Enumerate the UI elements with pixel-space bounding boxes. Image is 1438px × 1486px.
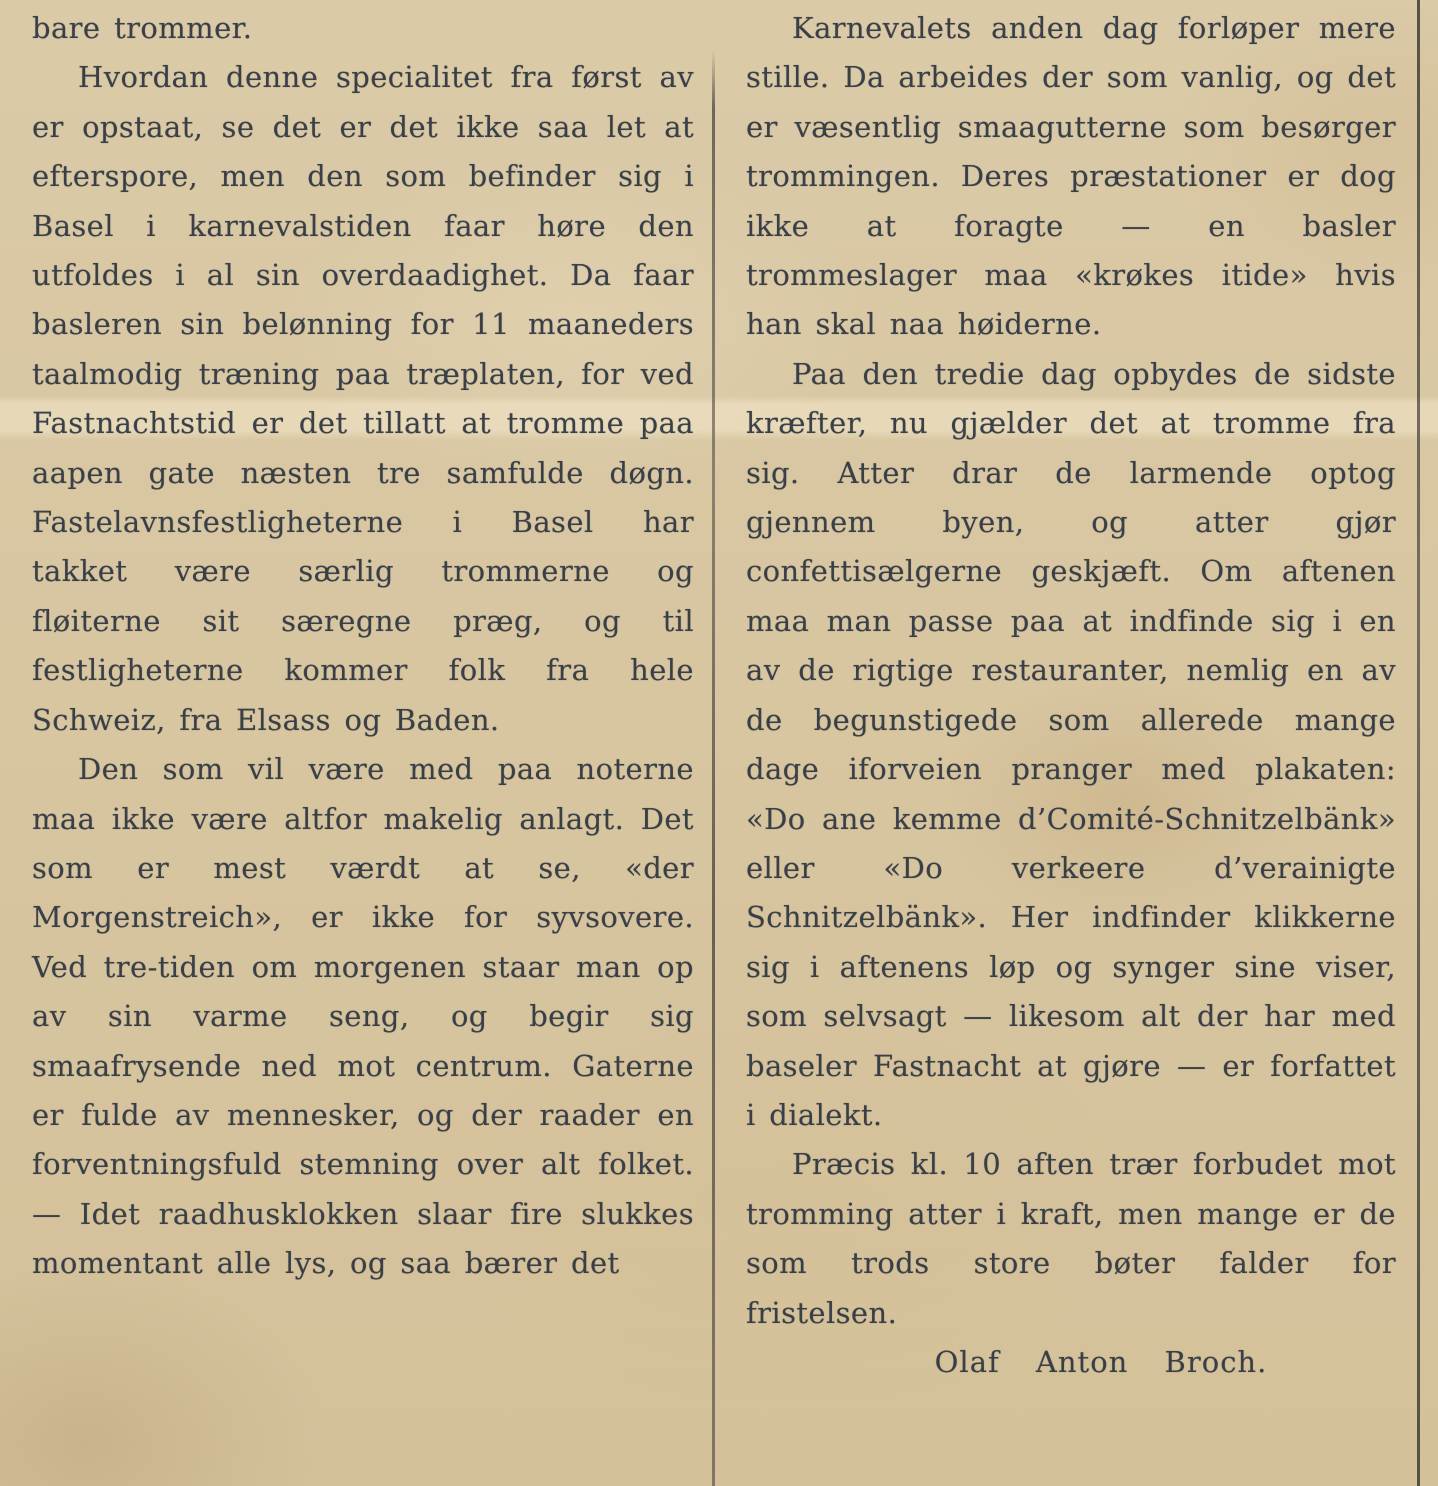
left-column bbox=[32, 4, 694, 1289]
right-column bbox=[746, 4, 1396, 1387]
paragraph-continuation: bare trommer. bbox=[32, 11, 253, 45]
paragraph: Hvordan denne specialitet fra først av er opstaat, se det er det ikke saa let at efterspore, men den som befinder sig i Basel i karnevalstiden faar høre den utfoldes i al sin overdaadighet. Da faar basleren sin belønning for 11 maaneders taalmodig træning paa træplaten, for ved Fastnachtstid er det tillatt at tromme paa aapen gate næsten tre samfulde døgn. Fastelavnsfestligheterne i Basel har takket være særlig trommerne og fløiterne sit særegne præg, og til festligheterne kommer folk fra hele Schweiz, fra Elsass og Baden. bbox=[32, 60, 694, 737]
right-edge-rule bbox=[1417, 0, 1420, 1486]
paragraph: Karnevalets anden dag forløper mere stille. Da arbeides der som vanlig, og det er væsentlig smaagutterne som besørger trommingen. Deres præstationer er dog ikke at foragte — en basler trommeslager maa «krøkes itide» hvis han skal naa høiderne. bbox=[746, 11, 1396, 342]
byline-signature: Olaf Anton Broch. bbox=[934, 1344, 1268, 1379]
paragraph: Præcis kl. 10 aften trær forbudet mot tromming atter i kraft, men mange er de som trods store bøter falder for fristelsen. bbox=[746, 1147, 1396, 1330]
paragraph: Paa den tredie dag opbydes de sidste kræfter, nu gjælder det at tromme fra sig. Atter drar de larmende optog gjennem byen, og atter gjør confettisælgerne geskjæft. Om aftenen maa man passe paa at indfinde sig i en av de rigtige restauranter, nemlig en av de begunstigede som allerede mange dage iforveien pranger med plakaten: «Do ane kemme d’Comité-Schnitzelbänk» eller «Do verkeere d’verainigte Schnitzelbänk». Her indfinder klikkerne sig i aftenens løp og synger sine viser, som selvsagt — likesom alt der har med baseler Fastnacht at gjøre — er forfattet i dialekt. bbox=[746, 356, 1396, 1132]
column-divider-rule bbox=[712, 50, 715, 1486]
paragraph: Den som vil være med paa noterne maa ikke være altfor makelig anlagt. Det som er mest værdt at se, «der Morgenstreich», er ikke for syvsovere. Ved tre-tiden om morgenen staar man op av sin varme seng, og begir sig smaafrysende ned mot centrum. Gaterne er fulde av mennesker, og der raader en forventningsfuld stemning over alt folket. — Idet raadhusklokken slaar fire slukkes momentant alle lys, og saa bærer det bbox=[32, 752, 694, 1281]
